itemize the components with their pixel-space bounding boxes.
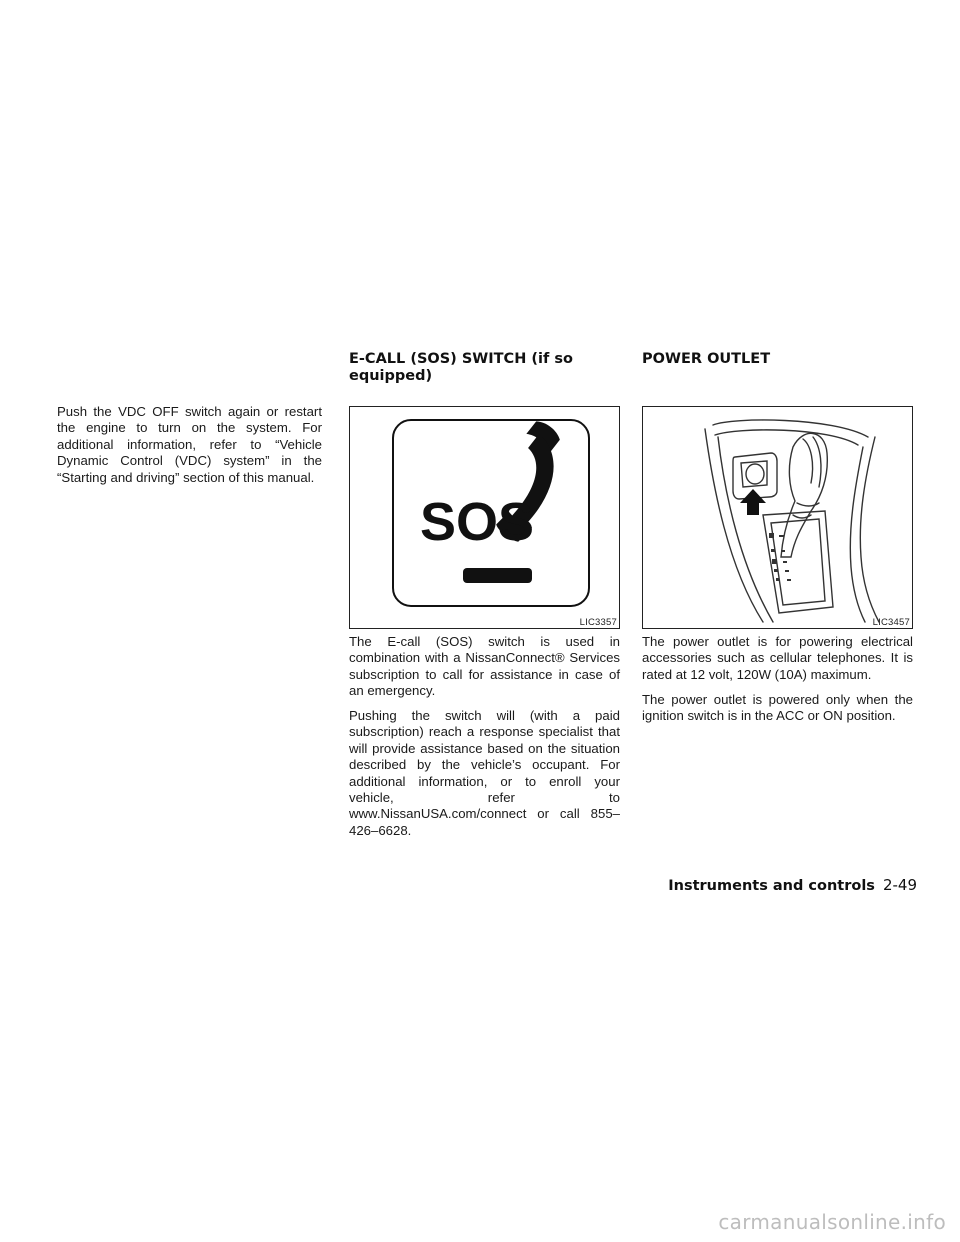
power-outlet-figure-code: LIC3457 xyxy=(872,617,910,628)
vdc-paragraph: Push the VDC OFF switch again or restart the engine to turn on the system. For additional information, refer to “Vehicle Dynamic Control (VDC) system” in the “Starting and driving” section of this manual. xyxy=(57,404,322,485)
footer-section-title: Instruments and controls xyxy=(668,878,875,894)
sos-switch-figure xyxy=(349,406,620,629)
sos-figure-code: LIC3357 xyxy=(579,617,617,628)
power-outlet-heading: POWER OUTLET xyxy=(642,351,771,367)
ecall-heading xyxy=(349,351,619,385)
ecall-heading-line1: E-CALL (SOS) SWITCH (if so xyxy=(349,351,573,367)
watermark: carmanualsonline.info xyxy=(718,1210,946,1234)
sos-indicator-bar xyxy=(463,568,532,583)
footer-page-number: 2-49 xyxy=(882,876,917,894)
sos-switch-illustration xyxy=(350,407,619,628)
ecall-paragraph-1: The E-call (SOS) switch is used in combination with a NissanConnect® Services subscription to call for assistance in case of an emergency. xyxy=(349,634,620,699)
power-outlet-paragraph-1: The power outlet is for powering electrical accessories such as cellular telephones. It is rated at 12 volt, 120W (10A) maximum. xyxy=(642,634,913,682)
ecall-heading-line2: equipped) xyxy=(349,368,433,384)
power-outlet-paragraph-2: The power outlet is powered only when the ignition switch is in the ACC or ON position. xyxy=(642,692,913,724)
page-footer xyxy=(668,876,917,894)
center-console-illustration xyxy=(643,407,912,628)
power-outlet-figure xyxy=(642,406,913,629)
sos-label: SOS xyxy=(420,492,535,552)
ecall-paragraph-2: Pushing the switch will (with a paid subscription) reach a response specialist that will provide assistance based on the situation described by the vehicle’s occupant. For additional information, or to enroll your vehicle, refer to www.NissanUSA.com/connect or call 855–426–6628. xyxy=(349,708,620,838)
arrow-up-icon xyxy=(740,489,766,515)
